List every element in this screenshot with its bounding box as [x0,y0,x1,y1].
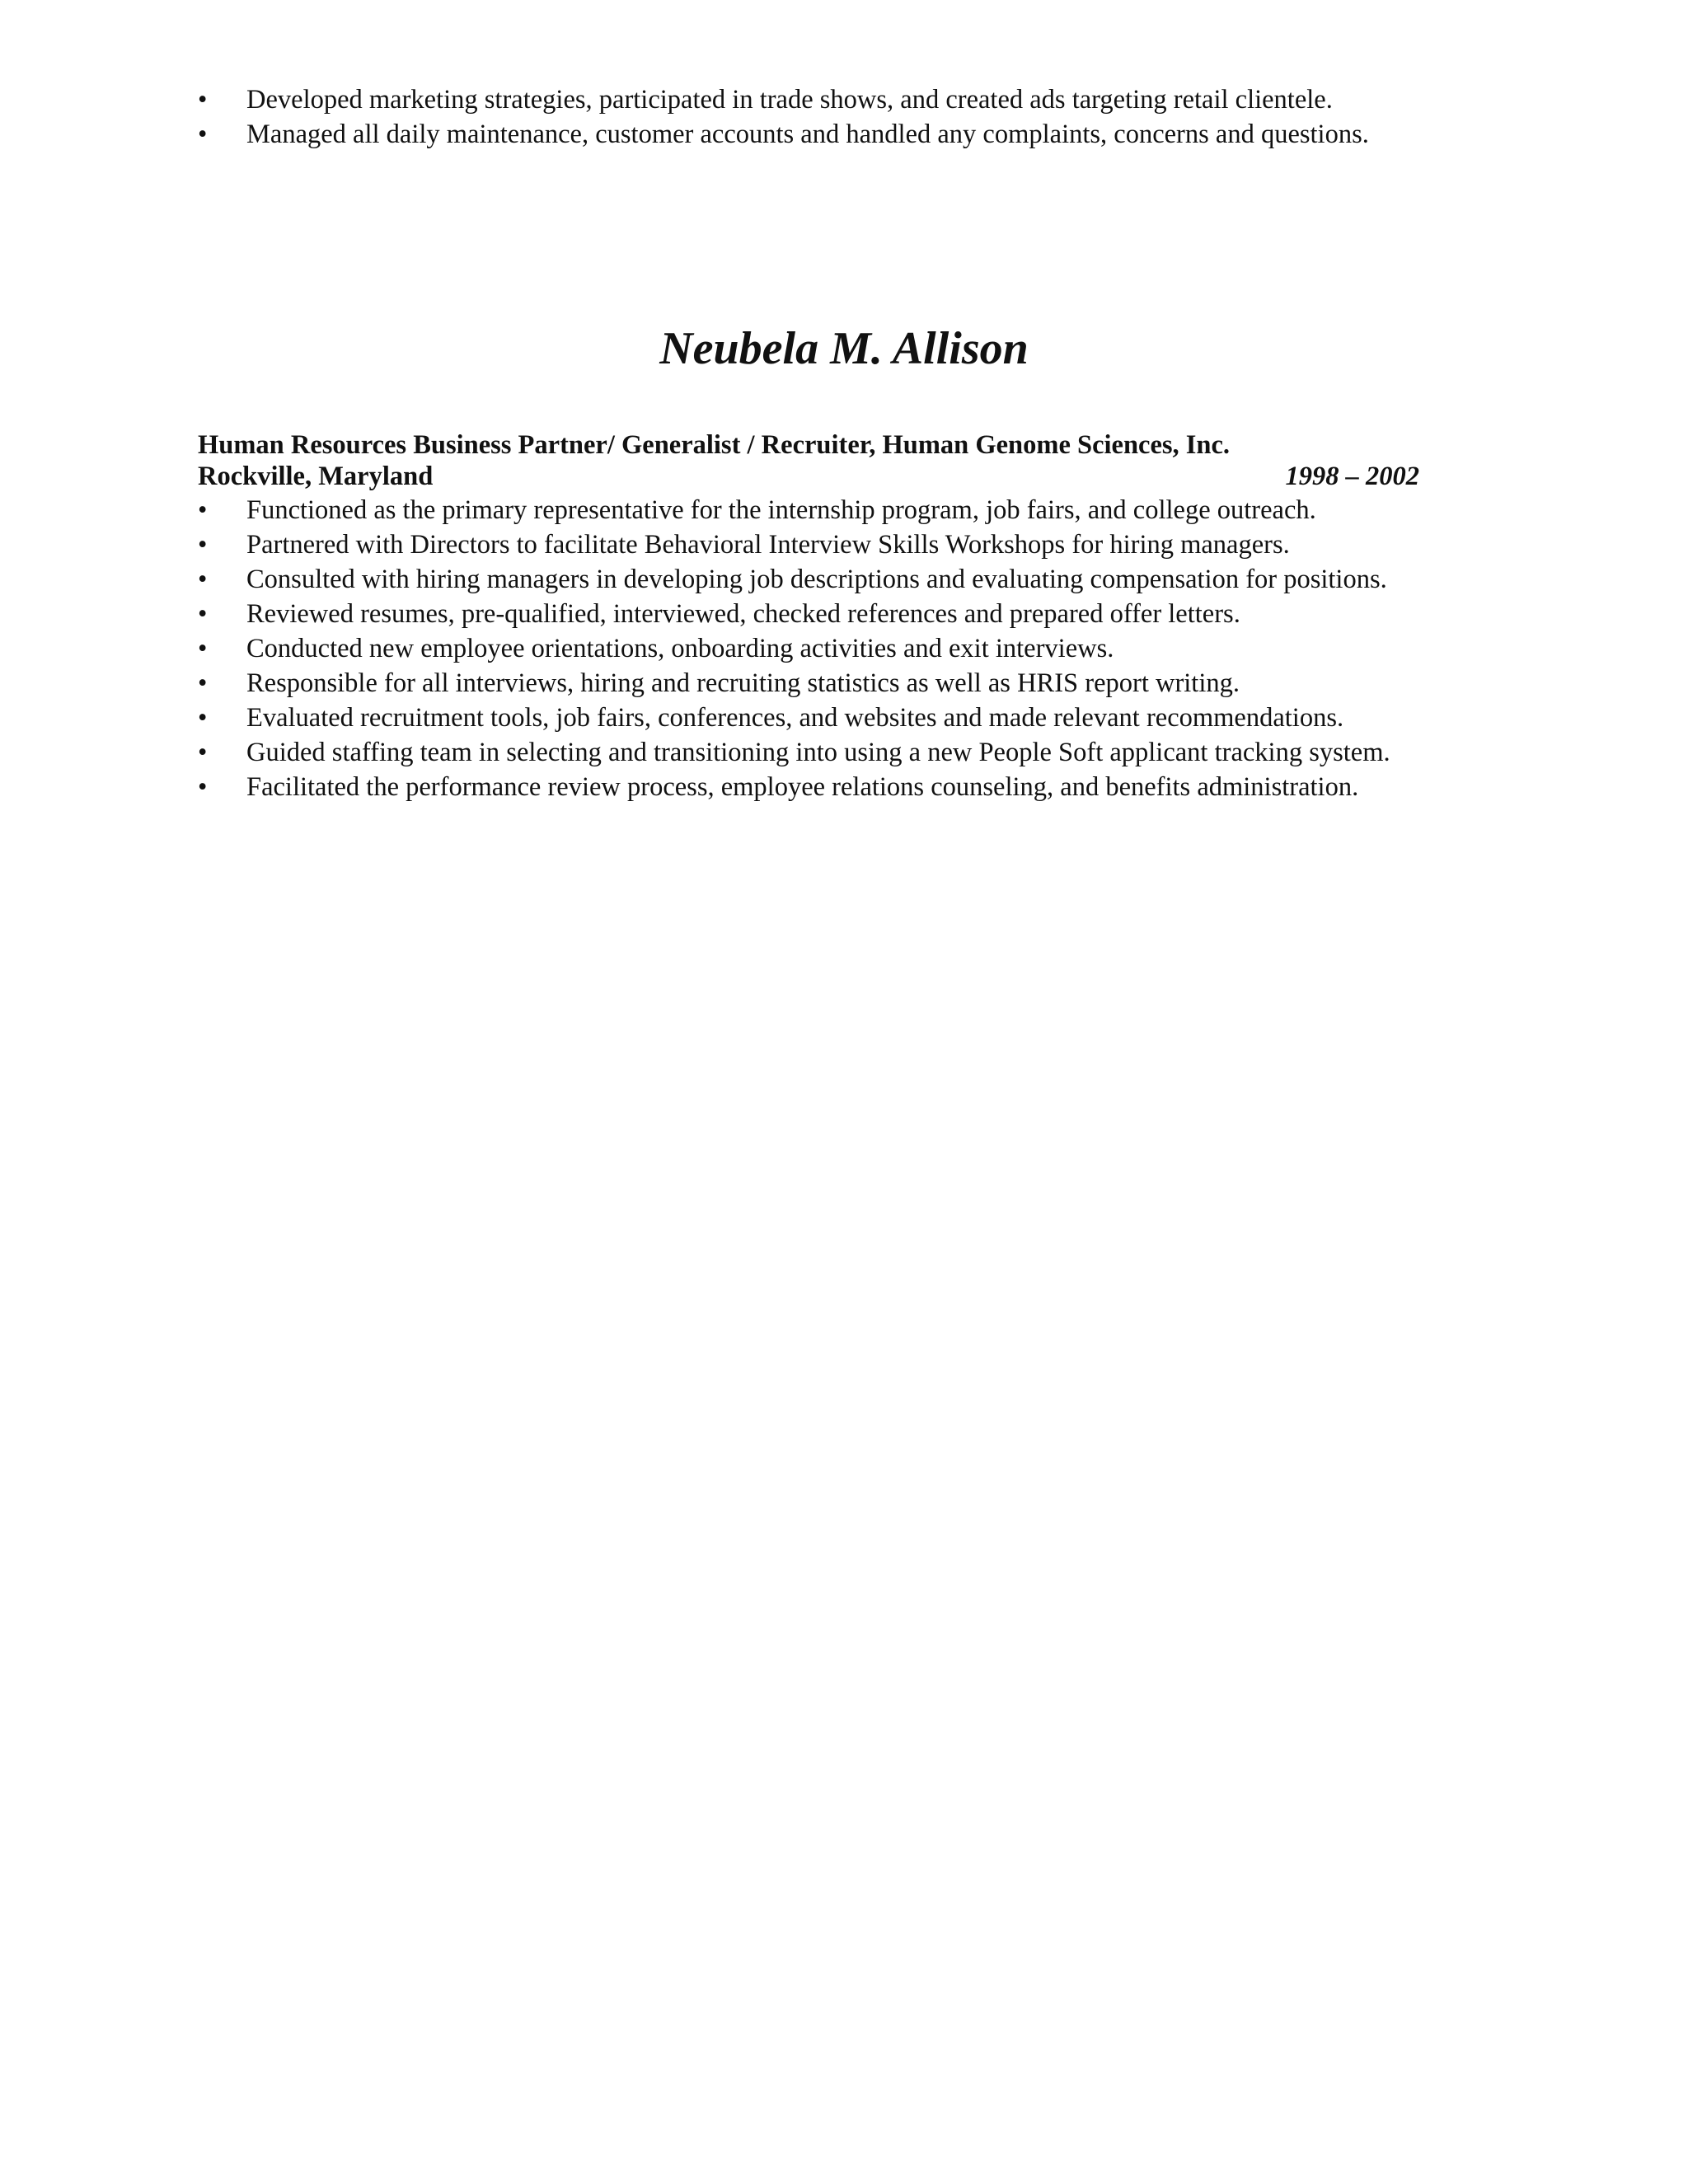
bullet-text: Functioned as the primary representative for the internship program, job fairs, and college outreach. [246,495,1316,525]
bullet-glyph: • [198,772,208,802]
bullet-text: Guided staffing team in selecting and transitioning into using a new People Soft applicant tracking system. [246,738,1390,767]
bullet-glyph: • [198,85,208,115]
bullet-text: Consulted with hiring managers in developing job descriptions and evaluating compensation for positions. [246,565,1387,594]
bullet-glyph: • [198,530,208,560]
bullet-glyph: • [198,703,208,733]
bullet-glyph: • [198,495,208,525]
bullet-text: Managed all daily maintenance, customer accounts and handled any complaints, concerns and questions. [246,120,1369,149]
bullet-text: Reviewed resumes, pre-qualified, interviewed, checked references and prepared offer letters. [246,599,1240,629]
job-location: Rockville, Maryland [198,462,434,491]
bullet-glyph: • [198,565,208,594]
bullet-glyph: • [198,668,208,698]
bullet-text: Partnered with Directors to facilitate Behavioral Interview Skills Workshops for hiring managers. [246,530,1290,560]
bullet-glyph: • [198,634,208,663]
bullet-text: Evaluated recruitment tools, job fairs, conferences, and websites and made relevant recommendations. [246,703,1344,733]
candidate-name: Neubela M. Allison [659,323,1029,374]
bullet-glyph: • [198,738,208,767]
job-title: Human Resources Business Partner/ Generalist / Recruiter, Human Genome Sciences, Inc. [198,430,1231,460]
bullet-text: Responsible for all interviews, hiring and recruiting statistics as well as HRIS report writing. [246,668,1240,698]
bullet-text: Conducted new employee orientations, onboarding activities and exit interviews. [246,634,1114,663]
bullet-text: Developed marketing strategies, participated in trade shows, and created ads targeting retail clientele. [246,85,1333,115]
bullet-text: Facilitated the performance review process, employee relations counseling, and benefits administration. [246,772,1359,802]
job-dates: 1998 – 2002 [1285,462,1419,491]
bullet-glyph: • [198,599,208,629]
bullet-glyph: • [198,120,208,149]
